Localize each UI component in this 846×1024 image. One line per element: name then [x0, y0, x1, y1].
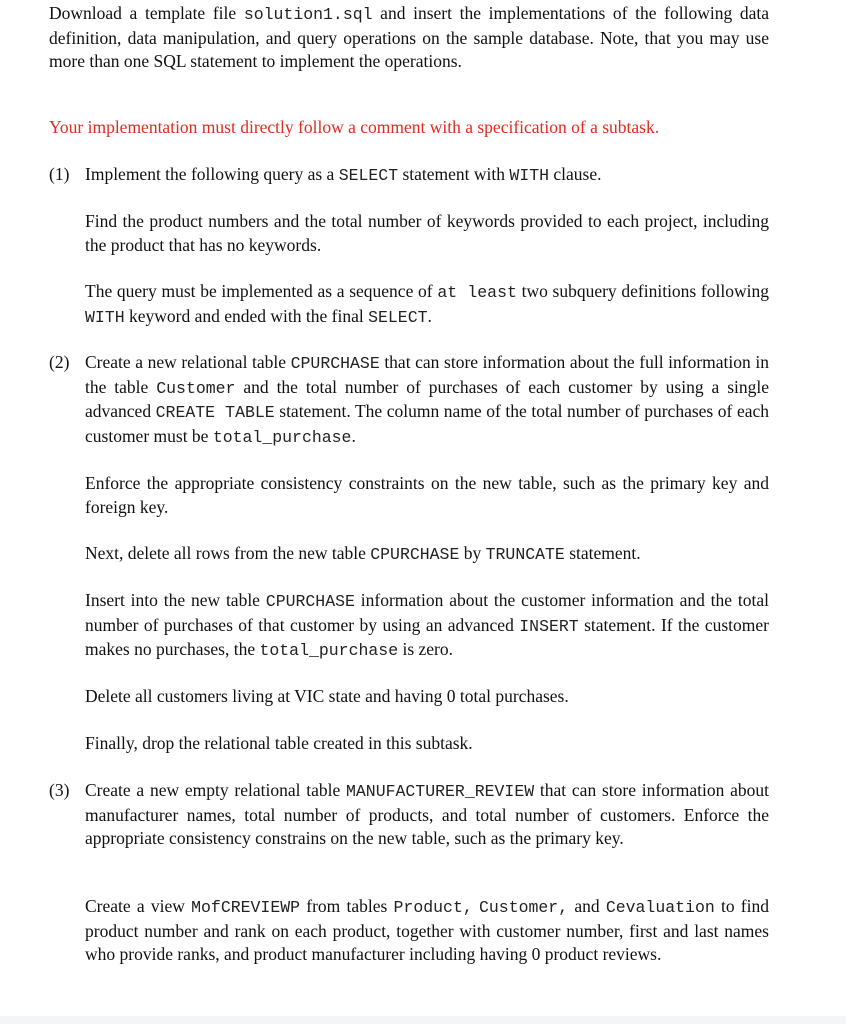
task-2-text-3: and the total number of purchases of each customer by using a single advanced — [85, 376, 769, 421]
task-2-constraints: Enforce the appropriate consistency constraints on the new table, such as the primary key and foreign key. — [85, 473, 769, 517]
bottom-scroll-strip — [0, 1016, 846, 1024]
warning-note: Your implementation must directly follow a comment with a specification of a subtask. — [49, 117, 660, 137]
view-text: Create a view — [85, 896, 192, 916]
task-2-drop: Finally, drop the relational table created in this subtask. — [85, 733, 473, 753]
task-3-heading — [85, 779, 769, 851]
task-3-text-2: that can store information about manufacturer names, total number of products, and total number of customers. Enforce the appropriate consistency constrains on the new table, such as the primary key. — [85, 780, 769, 848]
keyword-insert: INSERT — [519, 616, 579, 636]
task-3-number: (3) — [49, 780, 70, 800]
insert-text-3: statement. If the customer makes no purchases, the — [85, 614, 770, 659]
intro-paragraph — [49, 2, 769, 74]
table-cevaluation: Cevaluation — [605, 898, 715, 917]
task-2-text-5: . — [351, 425, 356, 446]
table-cpurchase-3: CPURCHASE — [265, 592, 355, 611]
task-2-text-4: statement. The column name of the total number of purchases of each customer must be — [85, 401, 769, 446]
keyword-truncate: TRUNCATE — [485, 545, 565, 564]
intro-text-cont: and insert the implementations of the following data definition, data manipulation, and query operations on the sample database. Note, that you may use more than one SQL statement to implement the operations. — [49, 3, 769, 71]
task-2-insert — [85, 589, 769, 663]
task-1-text-2: statement with — [398, 164, 510, 184]
req-text-4: . — [427, 305, 432, 326]
view-mofcreviewp: MofCREVIEWP — [191, 898, 301, 917]
truncate-text: Next, delete all rows from the new table — [85, 543, 371, 563]
table-customer: Customer — [156, 378, 236, 398]
task-1-text: Implement the following query as a — [85, 164, 339, 184]
table-customer-2: Customer, — [478, 898, 569, 917]
column-total-purchase: total_purchase — [212, 427, 352, 447]
task-2-text-2: that can store information about the full information in the table — [85, 352, 769, 397]
view-text-2: from tables — [300, 896, 394, 916]
task-1-heading — [85, 163, 769, 188]
req-text-3: keyword and ended with the final — [124, 305, 369, 326]
table-product: Product, — [393, 898, 473, 917]
keyword-select-2: SELECT — [368, 307, 428, 327]
task-2-truncate — [85, 542, 769, 567]
at-least-code: at least — [437, 283, 517, 302]
task-1-requirement — [85, 280, 769, 329]
table-cpurchase-2: CPURCHASE — [370, 545, 460, 564]
intro-text: Download a template file — [49, 3, 244, 23]
insert-text-2: information about the customer information and the total number of purchases of that customer by using an advanced — [85, 590, 769, 635]
truncate-text-3: statement. — [564, 543, 641, 563]
truncate-text-2: by — [459, 543, 486, 563]
view-text-4: to find product number and rank on each product, together with customer number, first and last names who provide ranks, and product manufacturer including having 0 product reviews. — [85, 896, 769, 964]
keyword-with: WITH — [509, 166, 550, 185]
task-1-text-3: clause. — [549, 164, 602, 184]
task-1-query-description: Find the product numbers and the total number of keywords provided to each project, including the product that has no keywords. — [85, 211, 769, 255]
insert-text: Insert into the new table — [85, 590, 266, 610]
table-manufacturer-review: MANUFACTURER_REVIEW — [346, 782, 535, 801]
task-2-number: (2) — [49, 352, 70, 372]
task-2-heading — [85, 351, 769, 449]
task-3-view — [85, 895, 769, 967]
task-1-number: (1) — [49, 164, 70, 184]
table-cpurchase: CPURCHASE — [290, 354, 380, 373]
task-2-text: Create a new relational table — [85, 352, 291, 372]
req-text-2: two subquery definitions following — [516, 281, 769, 301]
keyword-with-2: WITH — [85, 307, 125, 327]
column-total-purchase-2: total_purchase — [259, 641, 399, 660]
keyword-select: SELECT — [338, 166, 399, 185]
insert-text-4: is zero. — [398, 639, 454, 659]
req-text: The query must be implemented as a sequence of — [85, 281, 438, 301]
task-3-text: Create a new empty relational table — [85, 780, 346, 800]
view-text-3: and — [568, 896, 606, 916]
task-2-delete: Delete all customers living at VIC state and having 0 total purchases. — [85, 686, 569, 706]
keyword-create-table: CREATE TABLE — [155, 403, 275, 422]
template-filename: solution1.sql — [243, 5, 373, 24]
